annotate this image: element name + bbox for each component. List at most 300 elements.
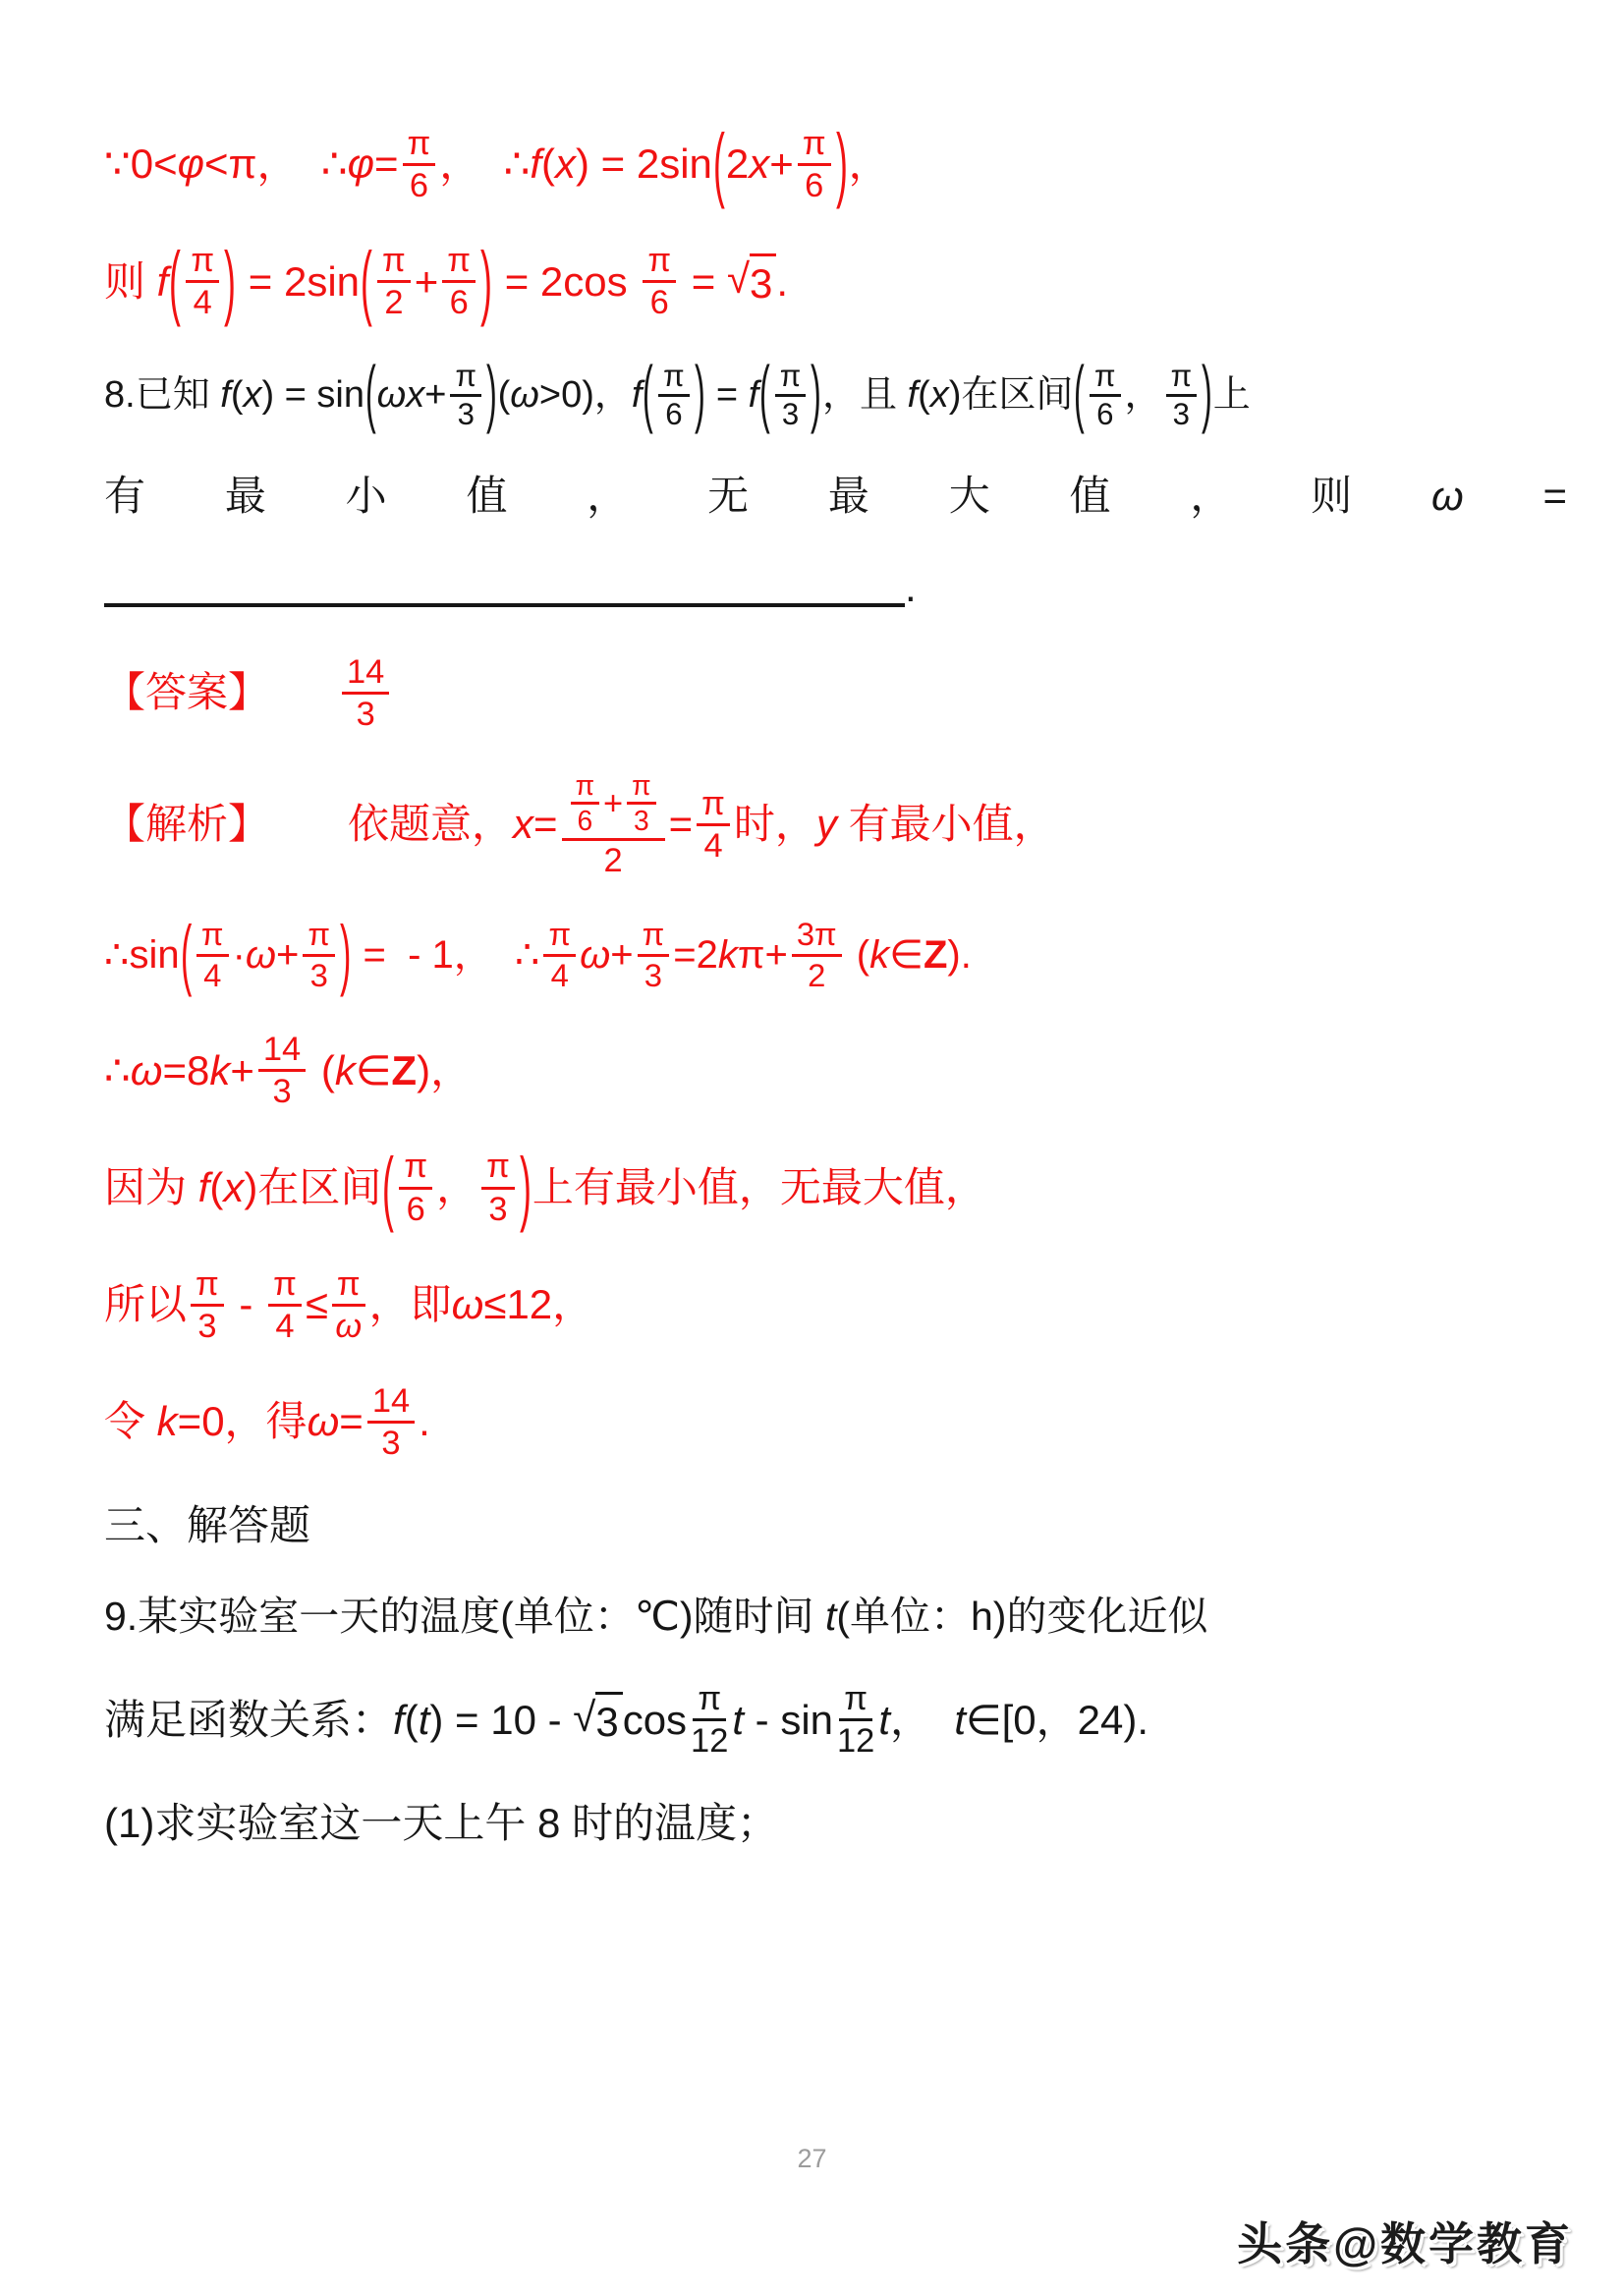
fraction-numerator	[332, 1266, 365, 1307]
parenthesis: )	[224, 234, 237, 327]
text-token: +	[414, 257, 439, 305]
fraction-numerator	[268, 1266, 302, 1307]
text-token: (	[209, 1163, 224, 1210]
variable-token: ω	[1430, 473, 1464, 520]
fraction	[798, 126, 831, 203]
fraction-denominator	[808, 957, 825, 992]
text-token: π	[1094, 358, 1116, 393]
text-token: π	[548, 916, 572, 953]
text-token: 14	[371, 1382, 411, 1421]
text-token: π	[642, 916, 665, 953]
fraction-denominator	[805, 166, 823, 203]
fraction-numerator	[571, 768, 599, 806]
text-token: 【答案】	[104, 668, 270, 715]
fraction-denominator	[194, 283, 212, 320]
text-token: .	[776, 257, 789, 305]
text-token: >0)，	[538, 374, 632, 417]
text-token: ∈	[889, 933, 924, 978]
text-token: 14	[262, 1031, 302, 1069]
text-token: π	[404, 1148, 428, 1186]
text-token: cos	[622, 1696, 688, 1743]
math-line	[104, 912, 1567, 999]
text-token: ，	[1124, 374, 1162, 417]
fraction-numerator	[798, 126, 831, 166]
text-token: π	[486, 1148, 510, 1186]
fraction-numerator	[196, 918, 229, 956]
fraction-denominator	[450, 283, 469, 320]
fraction-denominator	[665, 397, 682, 431]
fraction-numerator	[403, 126, 436, 166]
text-token: 12	[837, 1722, 875, 1761]
text-token: = - 1， ∴	[352, 933, 540, 978]
text-token: )，	[417, 1046, 473, 1093]
text-token: =2	[673, 933, 718, 978]
text-token: π	[407, 125, 431, 162]
fraction-numerator	[775, 358, 807, 398]
text-token: 3	[272, 1073, 292, 1111]
fraction	[627, 768, 655, 837]
text-token: +	[769, 140, 794, 188]
text-token: = 2cos	[493, 257, 640, 305]
text-token: 大	[948, 473, 990, 520]
fraction	[543, 918, 576, 992]
text-token: 满足函数关系：	[104, 1696, 394, 1743]
parenthesis: (	[382, 1140, 395, 1233]
fraction	[191, 1266, 224, 1344]
fraction-numerator	[186, 243, 219, 283]
fraction	[658, 358, 690, 432]
variable-token: ω	[451, 1281, 484, 1328]
text-token: ，即	[368, 1281, 452, 1328]
text-token: 上有最小值，无最大值，	[532, 1163, 986, 1210]
radicand	[750, 253, 776, 310]
parenthesis: (	[759, 353, 770, 436]
text-token: 因为	[104, 1163, 198, 1210]
variable-token: x	[243, 374, 262, 417]
page-number: 27	[797, 2144, 827, 2173]
variable-token: x	[555, 140, 577, 188]
fraction-denominator	[577, 805, 592, 836]
text-token: 依题意，	[348, 801, 514, 848]
parenthesis: )	[1202, 353, 1212, 436]
text-token: 3	[750, 260, 773, 308]
variable-token: t	[954, 1696, 967, 1743]
text-token: 3	[644, 956, 663, 993]
text-token: 3	[356, 695, 375, 733]
parenthesis: )	[811, 353, 822, 436]
text-token: =0，得	[177, 1398, 308, 1445]
text-token: π	[802, 125, 826, 162]
text-token: 则	[104, 257, 157, 305]
variable-token: f	[393, 1696, 405, 1743]
text-token: 8.已知	[104, 374, 221, 417]
fraction-denominator	[310, 957, 328, 992]
math-line	[104, 1032, 1567, 1109]
parenthesis: (	[1074, 353, 1086, 436]
text-token: +	[276, 933, 300, 978]
variable-token: f	[156, 257, 169, 305]
text-token: 时，	[733, 801, 816, 848]
fraction-denominator	[644, 957, 662, 992]
variable-token: k	[209, 1046, 231, 1093]
fraction-denominator	[1096, 397, 1113, 431]
fraction-numerator	[562, 768, 665, 841]
fraction-numerator	[342, 654, 389, 695]
fraction-numerator	[399, 1148, 432, 1189]
fraction-numerator	[643, 243, 676, 283]
fraction-denominator	[458, 397, 475, 431]
text-token: ).	[947, 933, 972, 978]
text-token: 4	[203, 956, 222, 993]
text-token: 有最小值，	[836, 801, 1055, 848]
sqrt-radical	[573, 1692, 622, 1749]
text-token: ，且	[821, 374, 908, 417]
text-token: 三、解答题	[104, 1502, 311, 1549]
fraction	[837, 1681, 874, 1759]
text-token: 3	[1172, 397, 1190, 432]
text-token: ，	[848, 140, 890, 188]
text-token: 4	[275, 1307, 295, 1345]
fraction	[697, 786, 730, 864]
fraction-denominator	[272, 1072, 291, 1109]
variable-token: ω	[130, 1046, 163, 1093]
text-token: <π， ∴	[204, 140, 348, 188]
text-token: 小	[345, 473, 387, 520]
fraction-denominator	[604, 841, 623, 878]
text-token: π	[200, 916, 224, 953]
math-line	[104, 1266, 1567, 1344]
text-token: 3π	[796, 916, 837, 953]
parenthesis: )	[519, 1140, 532, 1233]
text-token: π	[196, 1264, 219, 1303]
variable-token: ω	[335, 1307, 363, 1345]
text-token: π	[647, 242, 672, 280]
parenthesis: (	[643, 353, 654, 436]
text-token: π	[308, 916, 331, 953]
radical-sign: √	[573, 1694, 596, 1741]
text-token: ≤12，	[483, 1281, 594, 1328]
watermark-text: 头条@数学教育	[1237, 2218, 1573, 2269]
variable-token: x	[223, 1163, 245, 1210]
text-token: =	[374, 140, 399, 188]
fraction	[481, 1148, 515, 1226]
text-token: (	[541, 140, 556, 188]
fraction-denominator	[650, 283, 669, 320]
text-token: = 2sin	[237, 257, 361, 305]
fraction-numerator	[697, 786, 730, 826]
text-token: 3	[197, 1307, 217, 1345]
text-token: π	[1170, 358, 1193, 393]
text-token: ∈[0，24).	[966, 1696, 1149, 1743]
variable-token: f	[197, 1163, 210, 1210]
fraction-numerator	[543, 918, 576, 956]
text-token: ·	[232, 933, 246, 978]
math-line	[104, 654, 1567, 732]
fraction-denominator	[551, 957, 569, 992]
fraction	[303, 918, 335, 992]
text-token: 6	[449, 284, 469, 322]
fraction-numerator	[1090, 358, 1121, 398]
text-token: =	[705, 374, 749, 417]
fraction-numerator	[1166, 358, 1198, 398]
math-line	[104, 768, 1567, 880]
variable-token: f	[220, 374, 231, 417]
text-token: ∴	[104, 1046, 131, 1093]
fraction-denominator	[275, 1307, 294, 1344]
parenthesis: (	[364, 353, 376, 436]
text-token: =	[533, 801, 558, 848]
fraction-numerator	[303, 918, 335, 956]
text-token: ) = sin	[261, 374, 365, 417]
fraction-numerator	[377, 243, 411, 283]
parenthesis: (	[712, 117, 725, 210]
text-token: 6	[577, 805, 593, 837]
parenthesis: )	[694, 353, 705, 436]
fraction-denominator	[357, 695, 375, 732]
text-token: =	[339, 1398, 364, 1445]
parenthesis: (	[180, 912, 192, 999]
text-token: 值	[1069, 473, 1111, 520]
text-token: -	[227, 1281, 265, 1328]
math-line	[104, 1500, 1567, 1552]
text-token: 4	[193, 284, 212, 322]
variable-token: ωx	[376, 374, 425, 417]
text-token: 3	[488, 1190, 508, 1228]
text-token: 有	[104, 473, 146, 520]
variable-token: f	[530, 140, 542, 188]
fraction	[775, 358, 807, 432]
text-token: (	[918, 374, 930, 417]
fraction-numerator	[481, 1148, 515, 1189]
fraction-denominator	[410, 166, 428, 203]
math-line	[104, 234, 1567, 327]
text-token: 3	[634, 805, 649, 837]
text-token: 值	[466, 473, 508, 520]
text-token: 最	[224, 473, 266, 520]
text-token: (	[230, 374, 244, 417]
text-token: +	[603, 784, 624, 822]
text-token: 6	[805, 167, 824, 205]
variable-token: x	[749, 140, 770, 188]
text-token: 则	[1311, 473, 1353, 520]
text-token: 14	[347, 652, 385, 691]
math-line	[104, 117, 1567, 210]
text-token: π	[779, 358, 802, 393]
radical-sign: √	[726, 255, 750, 303]
variable-token: ω	[580, 933, 611, 978]
fraction-numerator	[191, 1266, 224, 1307]
fraction-denominator	[488, 1190, 507, 1227]
text-token: )在区间	[244, 1163, 382, 1210]
fraction	[638, 918, 670, 992]
variable-token: k	[334, 1046, 356, 1093]
text-token: 3	[309, 956, 328, 993]
variable-token: y	[815, 801, 837, 848]
text-token: 令	[104, 1398, 157, 1445]
text-token: (单位：h)的变化近似	[836, 1593, 1208, 1639]
text-token: =	[680, 257, 727, 305]
text-token: =	[668, 801, 694, 848]
math-line	[104, 1592, 1567, 1642]
fraction	[258, 1032, 306, 1109]
fraction-numerator	[442, 243, 476, 283]
fraction-numerator	[658, 358, 690, 398]
text-token: .	[419, 1398, 430, 1445]
text-token: π	[698, 1680, 722, 1718]
text-token: 6	[409, 167, 428, 205]
text-token: π	[844, 1680, 868, 1718]
text-token: 12	[691, 1722, 729, 1761]
fraction	[268, 1266, 302, 1344]
fraction-denominator	[691, 1721, 728, 1759]
text-token: 【解析】	[104, 801, 270, 848]
fraction-numerator	[627, 768, 655, 806]
parenthesis: )	[480, 234, 492, 327]
fraction	[196, 918, 229, 992]
text-token: π+	[737, 933, 788, 978]
text-token: π	[632, 768, 651, 801]
fraction	[450, 358, 481, 432]
variable-token: t	[418, 1696, 430, 1743]
fraction-denominator	[384, 283, 403, 320]
fraction	[643, 243, 676, 320]
text-token: π	[191, 242, 215, 280]
variable-token: f	[631, 374, 643, 417]
variable-token: ω	[245, 933, 277, 978]
variable-token: k	[717, 933, 738, 978]
text-token: (	[497, 374, 511, 417]
text-token: ) = 2sin	[576, 140, 712, 188]
fraction-denominator	[634, 805, 649, 836]
fraction-numerator	[792, 918, 842, 956]
variable-token: x	[929, 374, 949, 417]
text-token: (	[309, 1046, 335, 1093]
fraction-numerator	[839, 1681, 872, 1721]
fraction-numerator	[367, 1383, 415, 1424]
fraction	[442, 243, 476, 320]
text-token: =	[1542, 473, 1567, 520]
fraction	[691, 1681, 728, 1759]
parenthesis: (	[169, 234, 182, 327]
fraction-numerator	[638, 918, 670, 956]
text-token: +	[610, 933, 634, 978]
fraction-denominator	[1173, 397, 1190, 431]
fraction	[377, 243, 411, 320]
text-token: π	[447, 242, 472, 280]
text-token: 无	[707, 473, 750, 520]
math-line	[104, 1798, 1567, 1850]
variable-token: ω	[307, 1398, 340, 1445]
text-token: 2	[384, 284, 404, 322]
fraction	[403, 126, 436, 203]
fraction-numerator	[450, 358, 481, 398]
fraction	[342, 654, 389, 732]
variable-token: x	[513, 801, 534, 848]
text-token: ) = 10 -	[429, 1696, 574, 1743]
text-token: - sin	[744, 1696, 834, 1743]
math-line	[104, 353, 1567, 436]
text-token: ∈	[355, 1046, 392, 1093]
parenthesis: )	[835, 117, 848, 210]
math-line	[104, 562, 1567, 615]
variable-token: f	[748, 374, 759, 417]
text-token: ∴sin	[104, 933, 180, 978]
text-token: π	[336, 1264, 361, 1303]
fraction-denominator	[703, 826, 722, 864]
fraction	[1166, 358, 1198, 432]
fraction-numerator	[258, 1032, 306, 1072]
text-token: 上	[1212, 374, 1251, 417]
fraction-denominator	[782, 397, 799, 431]
text-token: (	[404, 1696, 419, 1743]
parenthesis: (	[361, 234, 372, 327]
text-token: ， ∴	[439, 140, 531, 188]
text-token: (1)求实验室这一天上午 8 时的温度；	[104, 1800, 779, 1847]
text-token: 4	[550, 956, 569, 993]
parenthesis: )	[340, 912, 352, 999]
text-token: +	[230, 1046, 254, 1093]
text-token: 2	[603, 842, 623, 880]
text-token: 最	[827, 473, 869, 520]
text-token: 所以	[104, 1281, 188, 1328]
variable-token: f	[907, 374, 919, 417]
variable-token: ω	[510, 374, 539, 417]
fraction-denominator	[837, 1721, 874, 1759]
math-line	[104, 1681, 1567, 1759]
fraction	[186, 243, 219, 320]
text-token: ，	[587, 473, 629, 520]
text-token: 6	[665, 397, 683, 432]
variable-token: k	[869, 933, 890, 978]
fraction-denominator	[381, 1424, 400, 1461]
variable-token: t	[824, 1593, 837, 1639]
text-token: 6	[1096, 397, 1114, 432]
fraction-denominator	[197, 1307, 216, 1344]
fraction-denominator	[407, 1190, 425, 1227]
text-token: π	[455, 358, 476, 393]
text-token: 6	[406, 1190, 425, 1228]
fraction-denominator	[203, 957, 221, 992]
blank-underline	[104, 562, 905, 607]
bold-token: Z	[923, 933, 948, 978]
text-token: 2	[725, 140, 750, 188]
variable-token: k	[156, 1398, 178, 1445]
text-token: π	[382, 242, 406, 280]
text-token: 2	[808, 956, 826, 993]
variable-token: φ	[177, 140, 205, 188]
text-token: (	[845, 933, 870, 978]
text-token: )在区间	[948, 374, 1074, 417]
math-line	[104, 1383, 1567, 1461]
fraction	[332, 1266, 365, 1344]
text-token: ，	[890, 1696, 955, 1743]
variable-token: t	[732, 1696, 745, 1743]
variable-token: φ	[347, 140, 374, 188]
text-token: ≤	[305, 1281, 328, 1328]
bold-token: Z	[391, 1046, 418, 1093]
text-token: 6	[649, 284, 669, 322]
fraction	[571, 768, 599, 837]
text-token: =8	[162, 1046, 210, 1093]
text-token: 3	[781, 397, 800, 432]
text-token: π	[273, 1264, 297, 1303]
text-token: 4	[703, 827, 723, 866]
variable-token: t	[878, 1696, 890, 1743]
text-token: π	[701, 784, 725, 822]
text-token: ，	[1190, 473, 1232, 520]
text-token: π	[575, 768, 595, 801]
fraction	[399, 1148, 432, 1226]
